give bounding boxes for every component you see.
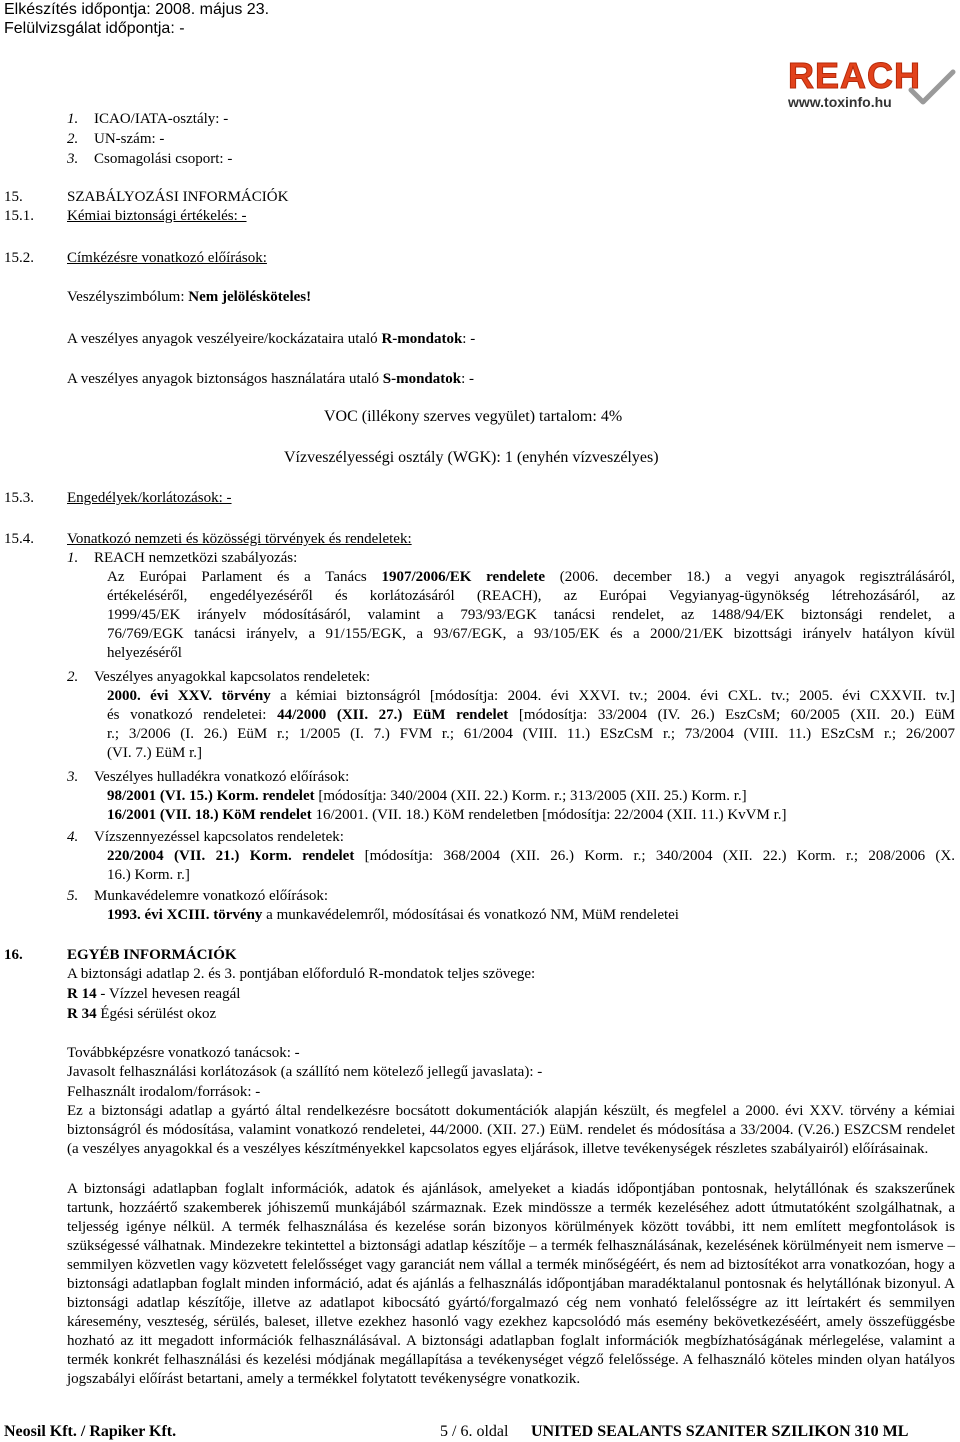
section-title: SZABÁLYOZÁSI INFORMÁCIÓK — [67, 189, 289, 205]
checkmark-icon — [907, 68, 957, 108]
list-number: 1. — [67, 111, 79, 127]
footer-product: UNITED SEALANTS SZANITER SZILIKON 310 ML — [531, 1423, 909, 1440]
voc-content: VOC (illékony szerves vegyület) tartalom: 4% — [324, 408, 623, 425]
list-number: 5. — [67, 888, 79, 904]
list-number: 1. — [67, 550, 79, 566]
hazard-symbol-label: Veszélyszimbólum: — [67, 289, 185, 305]
hazard-symbol-line — [67, 288, 311, 307]
list-number: 2. — [67, 669, 79, 685]
logo-word: REACH — [788, 55, 922, 96]
permits-restrictions: Engedélyek/korlátozások: - — [67, 490, 232, 506]
r14-text: - Vízzel hevesen reagál — [100, 986, 241, 1002]
section-number: 16. — [4, 947, 23, 963]
list-number: 4. — [67, 829, 79, 845]
logo-url: www.toxinfo.hu — [788, 94, 892, 110]
law-group-title: Munkavédelemre vonatkozó előírások: — [94, 888, 329, 904]
subsection-number: 15.2. — [4, 250, 34, 266]
footer-company: Neosil Kft. / Rapiker Kft. — [4, 1423, 177, 1440]
usage-restrictions: Javasolt felhasználási korlátozások (a szállító nem kötelező jellegű javaslata): - — [67, 1064, 543, 1080]
r14-code: R 14 — [67, 986, 97, 1002]
law-text: 220/2004 (VII. 21.) Korm. rendelet [módosítja: 368/2004 (XII. 26.) Korm. r.; 340/2004 (XII. 22.) Korm. r.; 208/2006 (X. 16.) Korm. r.] — [107, 848, 955, 883]
s-phrases-line: A veszélyes anyagok biztonságos használatára utaló S-mondatok: - — [67, 371, 475, 387]
list-item: ICAO/IATA-osztály: - — [94, 111, 229, 127]
section-title: EGYÉB INFORMÁCIÓK — [67, 947, 237, 963]
r-phrases-line: A veszélyes anyagok veszélyeire/kockázataira utaló R-mondatok: - — [67, 331, 476, 347]
list-number: 3. — [67, 151, 79, 167]
page-number: 5 / 6. oldal — [440, 1423, 509, 1440]
r-phrases-label: R-mondatok — [381, 331, 463, 347]
r-phrases-intro: A biztonsági adatlap 2. és 3. pontjában előforduló R-mondatok teljes szövege: — [67, 966, 536, 982]
law-text: Az Európai Parlament és a Tanács 1907/2006/EK rendelete (2006. december 18.) a vegyi anyagok regisztrálásáról, — [107, 569, 956, 585]
r34-line — [67, 1005, 216, 1024]
training-advice: Továbbképzésre vonatkozó tanácsok: - — [67, 1045, 300, 1061]
section-number: 15. — [4, 189, 23, 205]
labelling-heading: Címkézésre vonatkozó előírások: — [67, 250, 267, 266]
law-group-title: Vízszennyezéssel kapcsolatos rendeletek: — [94, 829, 344, 845]
disclaimer-paragraph: A biztonsági adatlapban foglalt információk, adatok és ajánlások, amelyeket a kiadás időpontjában pontosnak, helytállónak és szakszerűnek tartunk, hozzáértő szakemberek jóhiszemű munkájából származnak. Ezek mindössze a termék kezeléséhez adott útmutatóként szolgálhatnak, a teljesség igénye nélkül. A termék felhasználása és kezelése során bizonyos körülmények között további, itt nem említett megfontolások is szükségessé válhatnak. Mindezekre tekintettel a biztonsági adatlap készítője – a termék felhasználásának, kezelésének körülményeit nem ismerve – semmilyen közvetlen vagy közvetett felelősséget vagy garanciát nem vállal a termék minőségéért, és nem ad biztosítékot arra vonatkozóan, hogy a biztonsági adatlapban foglalt minden információ, adat és ajánlás a felhasználás időpontjában maradéktalanul pontosnak és helytállónak bizonyul. A biztonsági adatlap készítője, illetve az adatlapot kibocsátó gyártó/forgalmazó cég nem vonható felelősségre az itt leírtakért és semmilyen káresemény, veszteség, sérülés, baleset, illetve ezekhez hasonló vagy ezekhez kapcsolódó más esemény bekövetkezéséért, amely összefüggésbe hozható az itt megadott információk felhasználásával. A biztonsági adatlapban foglalt információk megbízhatóságának mérlegelése, valamint a termék konkrét felhasználási és kezelési módjának megállapítása a tevékenységet végző felelőssége. A felhasználó köteles minden olyan hatályos jogszabályi előírást betartani, amely a termékkel folytatott tevékenységre vonatkozik. — [67, 1181, 955, 1387]
r14-line — [67, 985, 240, 1004]
hazard-symbol-value: Nem jelölésköteles! — [188, 289, 312, 305]
list-number: 2. — [67, 131, 79, 147]
law-text: értékeléséről, engedélyezéséről és korlátozásáról (REACH), az Európai Vegyianyag-ügynökség létrehozásáról, az 1999/45/EK irányelv módosításáról, valamint a 793/93/EGK tanácsi rendelet, az 1488/94/EK biztonsági rendelet, a 76/769/EGK tanácsi irányelv, a 91/155/EGK, a 93/67/EGK, a 93/105/EK és a 2000/21/EK bizottsági irányelv hatályon kívül helyezéséről — [107, 588, 955, 661]
r34-code: R 34 — [67, 1006, 97, 1022]
law-text: 2000. évi XXV. törvény a kémiai biztonságról [módosítja: 2004. évi XXVI. tv.; 2004. évi CXL. tv.; 2005. évi CXXVII. tv.] és vonatkozó rendeletei: 44/2000 (XII. 27.) EüM rendelet [módosítja: 33/2004 (IV. 26.) EszCsM; 60/2005 (XII. 20.) EüM r.; 3/2006 (I. 26.) EüM r.; 1/2005 (I. 7.) FVM r.; 61/2004 (VIII. 11.) ESzCsM r.; 73/2004 (VIII. 11.) ESzCsM r.; 26/2007 (VI. 7.) EüM r.] — [107, 688, 956, 761]
list-item: Csomagolási csoport: - — [94, 151, 233, 167]
law-text: 98/2001 (VI. 15.) Korm. rendelet [módosítja: 340/2004 (XII. 22.) Korm. r.; 313/2005 (XII. 25.) Korm. r.] 16/2001 (VII. 18.) KöM rendelet 16/2001. (VII. 18.) KöM rendeletben [módosítja: 22/2004 (XII. 11.) KvVM r.] — [107, 788, 787, 823]
law-group-title: Veszélyes hulladékra vonatkozó előírások: — [94, 769, 350, 785]
r34-text: Égési sérülést okoz — [100, 1006, 217, 1022]
literature-sources: Felhasznált irodalom/források: - — [67, 1084, 261, 1100]
list-item: UN-szám: - — [94, 131, 165, 147]
list-number: 3. — [67, 769, 79, 785]
laws-heading: Vonatkozó nemzeti és közösségi törvények és rendeletek: — [67, 531, 412, 547]
wgk-class: Vízveszélyességi osztály (WGK): 1 (enyhén vízveszélyes) — [284, 449, 659, 466]
reach-logo — [782, 55, 954, 110]
law-text: 1993. évi XCIII. törvény a munkavédelemről, módosításai és vonatkozó NM, MüM rendeletei — [107, 907, 679, 923]
subsection-number: 15.3. — [4, 490, 34, 506]
law-group-title: REACH nemzetközi szabályozás: — [94, 550, 298, 566]
law-group-title: Veszélyes anyagokkal kapcsolatos rendeletek: — [94, 669, 371, 685]
s-phrases-label: S-mondatok — [382, 371, 462, 387]
subsection-number: 15.4. — [4, 531, 34, 547]
chemical-safety-assessment: Kémiai biztonsági értékelés: - — [67, 208, 247, 224]
compliance-paragraph: Ez a biztonsági adatlap a gyártó által rendelkezésre bocsátott dokumentációk alapján készült, és megfelel a 2000. évi XXV. törvény a kémiai biztonságról és módosítása, valamint vonatkozó rendeletei, 44/2000. (XII. 27.) EüM. rendelet és módosítása a 33/2004. (V.26.) ESZCSM rendelet (a veszélyes anyagokkal és a veszélyes készítményekkel kapcsolatos egyes eljárások, illetve tevékenységek részletes szabályairól) előírásainak. — [67, 1103, 955, 1157]
preparation-date: Elkészítés időpontja: 2008. május 23. — [4, 1, 270, 18]
review-date: Felülvizsgálat időpontja: - — [4, 20, 185, 37]
subsection-number: 15.1. — [4, 208, 34, 224]
